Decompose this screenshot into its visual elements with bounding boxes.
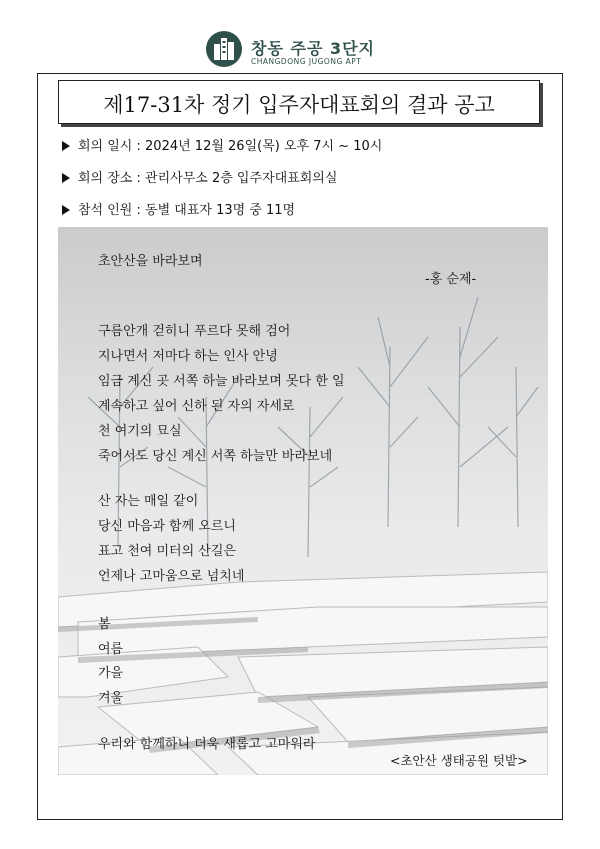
logo-name-korean: 창동 주공 3단지 bbox=[251, 39, 376, 58]
page-title: 제17-31차 정기 입주자대표회의 결과 공고 bbox=[103, 93, 495, 117]
info-label: 참석 인원 bbox=[78, 203, 133, 218]
triangle-bullet-icon bbox=[62, 205, 70, 215]
poem-line: 표고 천여 미터의 산길은 bbox=[98, 544, 236, 559]
triangle-bullet-icon bbox=[62, 173, 70, 183]
info-value: 관리사무소 2층 입주자대표회의실 bbox=[145, 171, 338, 186]
title-box bbox=[58, 80, 540, 124]
poem-line: 가을 bbox=[98, 666, 124, 681]
poem-line: 계속하고 싶어 신하 된 자의 자세로 bbox=[98, 399, 295, 414]
poem-line: 언제나 고마움으로 넘치네 bbox=[98, 569, 245, 584]
poem-line: 여름 bbox=[98, 642, 124, 657]
info-label: 회의 일시 bbox=[78, 139, 133, 154]
apartment-buildings-icon bbox=[205, 30, 243, 68]
poem-author: -홍 순제- bbox=[425, 272, 477, 287]
poem-line: 우리와 함께하니 더욱 새롭고 고마워라 bbox=[98, 737, 316, 752]
info-label: 회의 장소 bbox=[78, 171, 133, 186]
poem-line: 죽어서도 당신 계신 서쪽 하늘만 바라보네 bbox=[98, 449, 333, 464]
poem-line: 천 여기의 묘실 bbox=[98, 424, 182, 439]
info-item-location: 회의 장소 : 관리사무소 2층 입주자대표회의실 bbox=[62, 167, 337, 186]
apartment-logo bbox=[205, 30, 405, 72]
poem-source: <초안산 생태공원 텃밭> bbox=[390, 753, 528, 768]
poem-line: 구름안개 걷히니 푸르다 못해 검어 bbox=[98, 324, 291, 339]
info-value: 2024년 12월 26일(목) 오후 7시 ~ 10시 bbox=[145, 139, 383, 154]
poem-line: 산 자는 매일 같이 bbox=[98, 494, 199, 509]
poem-line: 지나면서 저마다 하는 인사 안녕 bbox=[98, 349, 278, 364]
info-item-attendance: 참석 인원 : 동별 대표자 13명 중 11명 bbox=[62, 199, 295, 218]
info-item-datetime: 회의 일시 : 2024년 12월 26일(목) 오후 7시 ~ 10시 bbox=[62, 135, 382, 154]
triangle-bullet-icon bbox=[62, 141, 70, 151]
logo-name-english: CHANGDONG JUGONG APT bbox=[251, 57, 362, 66]
poem-line: 당신 마음과 함께 오르니 bbox=[98, 519, 236, 534]
info-value: 동별 대표자 13명 중 11명 bbox=[145, 203, 296, 218]
poem-line: 임금 계신 곳 서쪽 하늘 바라보며 못다 한 일 bbox=[98, 374, 345, 389]
poem-line: 봄 bbox=[98, 617, 111, 632]
poem-line: 겨울 bbox=[98, 691, 124, 706]
poem-title: 초안산을 바라보며 bbox=[98, 254, 203, 269]
